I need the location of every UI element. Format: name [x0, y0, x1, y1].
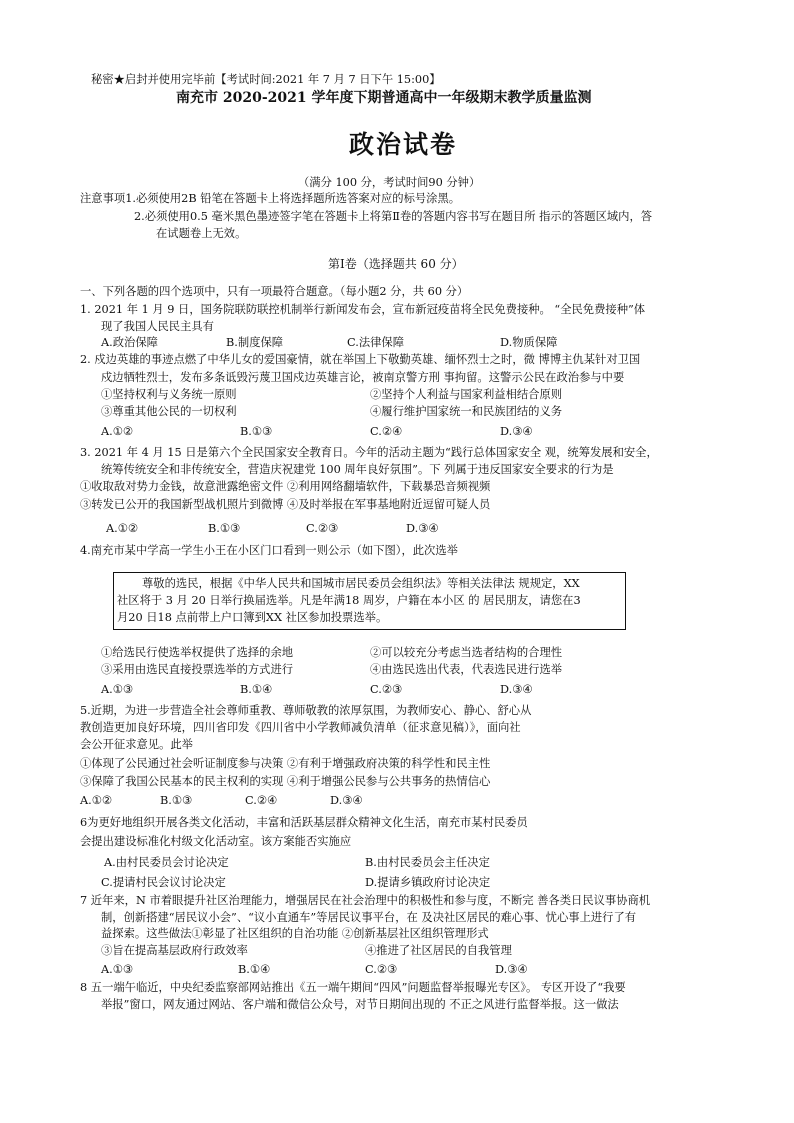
q3-stem-1: 3. 2021 年 4 月 15 日是第六个全民国家安全教育日。今年的活动主题为“践行总体国家安全 观，统筹发展和安全，	[80, 446, 658, 459]
q6-option-a: A.由村民委员会讨论决定	[104, 856, 229, 869]
q7-option-b: B.①④	[238, 963, 271, 976]
q6-stem-1: 6为更好地组织开展各类文化活动，丰富和活跃基层群众精神文化生活，南充市某村民委员	[80, 816, 528, 829]
q3-option-c: C.②③	[306, 522, 339, 535]
q7-option-d: D.③④	[495, 963, 528, 976]
q8-stem-1: 8 五一端午临近，中央纪委监察部网站推出《五一端午期间“四风”问题监督举报曝光专区》。 专区开设了“我要	[80, 981, 626, 994]
q2-item-4: ④履行维护国家统一和民族团结的义务	[370, 405, 563, 418]
q5-stem-1: 5.近期，为进一步营造全社会尊师重教、尊师敬教的浓厚氛围，为教师安心、静心、舒心从	[80, 704, 532, 717]
note-line-1: 注意事项1.必须使用2B 铅笔在答题卡上将选择题所选答案对应的标号涂黑。	[80, 192, 461, 205]
q6-option-b: B.由村民委员会主任决定	[365, 856, 490, 869]
q1-option-d: D.物质保障	[500, 336, 558, 349]
notice-box	[113, 572, 626, 630]
q5-item-2: ③保障了我国公民基本的民主权利的实现 ④利于增强公民参与公共事务的热情信心	[80, 775, 491, 788]
q5-option-a: A.①②	[80, 794, 113, 807]
q3-item-2: ③转发已公开的我国新型战机照片到微博 ④及时举报在军事基地附近逗留可疑人员	[80, 498, 491, 511]
notice-line-3: 月20 日18 点前带上户口簿到XX 社区参加投票选举。	[117, 611, 388, 624]
q1-option-a: A.政治保障	[101, 336, 158, 349]
q2-stem-1: 2. 戍边英雄的事迹点燃了中华儿女的爱国豪情，就在举国上下敬勤英雄、缅怀烈士之时，微 博博主仇某针对卫国	[80, 353, 641, 366]
q2-item-1: ①坚持权利与义务统一原则	[101, 388, 237, 401]
q5-option-b: B.①③	[160, 794, 193, 807]
q3-option-b: B.①③	[208, 522, 241, 535]
q8-stem-2: 举报”窗口，网友通过网站、客户端和微信公众号，对节日期间出现的 不正之风进行监督举报。这一做法	[101, 998, 619, 1011]
q3-option-d: D.③④	[406, 522, 439, 535]
q4-option-b: B.①④	[240, 683, 273, 696]
q7-stem-3: 益探索。这些做法①彰显了社区组织的自治功能 ②创新基层社区组织管理形式	[101, 927, 489, 940]
q4-stem-1: 4.南充市某中学高一学生小王在小区门口看到一则公示（如下图），此次选举	[80, 544, 458, 557]
q4-item-1: ①给选民行使选举权提供了选择的余地	[101, 646, 294, 659]
q5-option-d: D.③④	[330, 794, 363, 807]
q6-option-c: C.提请村民会议讨论决定	[101, 876, 226, 889]
section-instruction: 一、下列各题的四个选项中，只有一项最符合题意。（每小题2 分，共 60 分）	[80, 285, 469, 298]
q1-stem-2: 现了我国人民民主具有	[101, 320, 214, 333]
q2-item-3: ③尊重其他公民的一切权利	[101, 405, 237, 418]
q4-option-d: D.③④	[500, 683, 533, 696]
q1-stem-1: 1. 2021 年 1 月 9 日，国务院联防联控机制举行新闻发布会，宣布新冠疫苗将全民免费接种。 “全民免费接种”体	[80, 303, 646, 316]
q7-item-4: ④推进了社区居民的自我管理	[365, 944, 512, 957]
q6-stem-2: 会提出建设标准化村级文化活动室。该方案能否实施应	[80, 835, 352, 848]
q4-item-3: ③采用由选民直接投票选举的方式进行	[101, 663, 294, 676]
q1-option-c: C.法律保障	[347, 336, 405, 349]
q4-option-c: C.②③	[370, 683, 403, 696]
q6-option-d: D.提请乡镇政府讨论决定	[365, 876, 491, 889]
q2-stem-2: 戍边牺牲烈士，发布多条诋毁污蔑卫国戍边英雄言论，被南京警方刑 事拘留。这警示公民在政治参与中要	[101, 371, 625, 384]
q2-option-a: A.①②	[101, 425, 134, 438]
q7-stem-1: 7 近年来，N 市着眼提升社区治理能力，增强居民在社会治理中的积极性和参与度，不断完 善各类日民议事协商机	[80, 894, 651, 907]
q4-option-a: A.①③	[101, 683, 134, 696]
subject-title: 政治试卷	[349, 130, 458, 159]
q2-option-c: C.②④	[370, 425, 403, 438]
q5-option-c: C.②④	[245, 794, 278, 807]
q7-item-3: ③旨在提高基层政府行政效率	[101, 944, 248, 957]
score-time: （满分 100 分，考试时间90 分钟）	[298, 176, 481, 189]
q4-item-2: ②可以较充分考虑当选者结构的合理性	[370, 646, 563, 659]
note-line-3: 在试题卷上无效。	[156, 227, 247, 240]
section-title: 第Ⅰ卷（选择题共 60 分）	[328, 257, 464, 271]
q4-item-4: ④由选民选出代表，代表选民进行选举	[370, 663, 563, 676]
exam-title: 南充市 2020-2021 学年度下期普通高中一年级期末教学质量监测	[176, 90, 592, 106]
q2-item-2: ②坚持个人利益与国家利益相结合原则	[370, 388, 563, 401]
q5-item-1: ①体现了公民通过社会听证制度参与决策 ②有利于增强政府决策的科学性和民主性	[80, 757, 491, 770]
q7-option-c: C.②③	[365, 963, 398, 976]
q1-option-b: B.制度保障	[226, 336, 284, 349]
q2-option-b: B.①③	[240, 425, 273, 438]
q5-stem-3: 会公开征求意见。此举	[80, 738, 193, 751]
secret-line: 秘密★启封并使用完毕前【考试时间:2021 年 7 月 7 日下午 15:00】	[91, 73, 441, 86]
q3-item-1: ①收取敌对势力金钱，故意泄露绝密文件 ②利用网络翻墙软件，下载暴恐音频视频	[80, 480, 491, 493]
note-line-2: 2.必须使用0.5 毫米黑色墨迹签字笔在答题卡上将第Ⅱ卷的答题内容书写在题目所 指示的答题区域内，答	[134, 210, 653, 223]
q7-stem-2: 制，创新搭建“居民议小会”、“议小直通车”等居民议事平台，在 及决社区居民的难心事、忧心事上进行了有	[101, 911, 637, 924]
q7-option-a: A.①③	[101, 963, 134, 976]
q2-option-d: D.③④	[500, 425, 533, 438]
q3-option-a: A.①②	[106, 522, 139, 535]
q5-stem-2: 教创造更加良好环境，四川省印发《四川省中小学教师减负清单（征求意见稿）》，面向社	[80, 721, 521, 734]
q3-stem-2: 统筹传统安全和非传统安全，营造庆祝建党 100 周年良好氛围”。下 列属于违反国家安全要求的行为是	[101, 463, 614, 476]
notice-line-2: 社区将于 3 月 20 日举行换届选举。凡是年满18 周岁，户籍在本小区 的 居民朋友，请您在3	[117, 594, 581, 607]
notice-line-1: 尊敬的选民，根据《中华人民共和国城市居民委员会组织法》等相关法律法 规规定，XX	[142, 577, 580, 590]
